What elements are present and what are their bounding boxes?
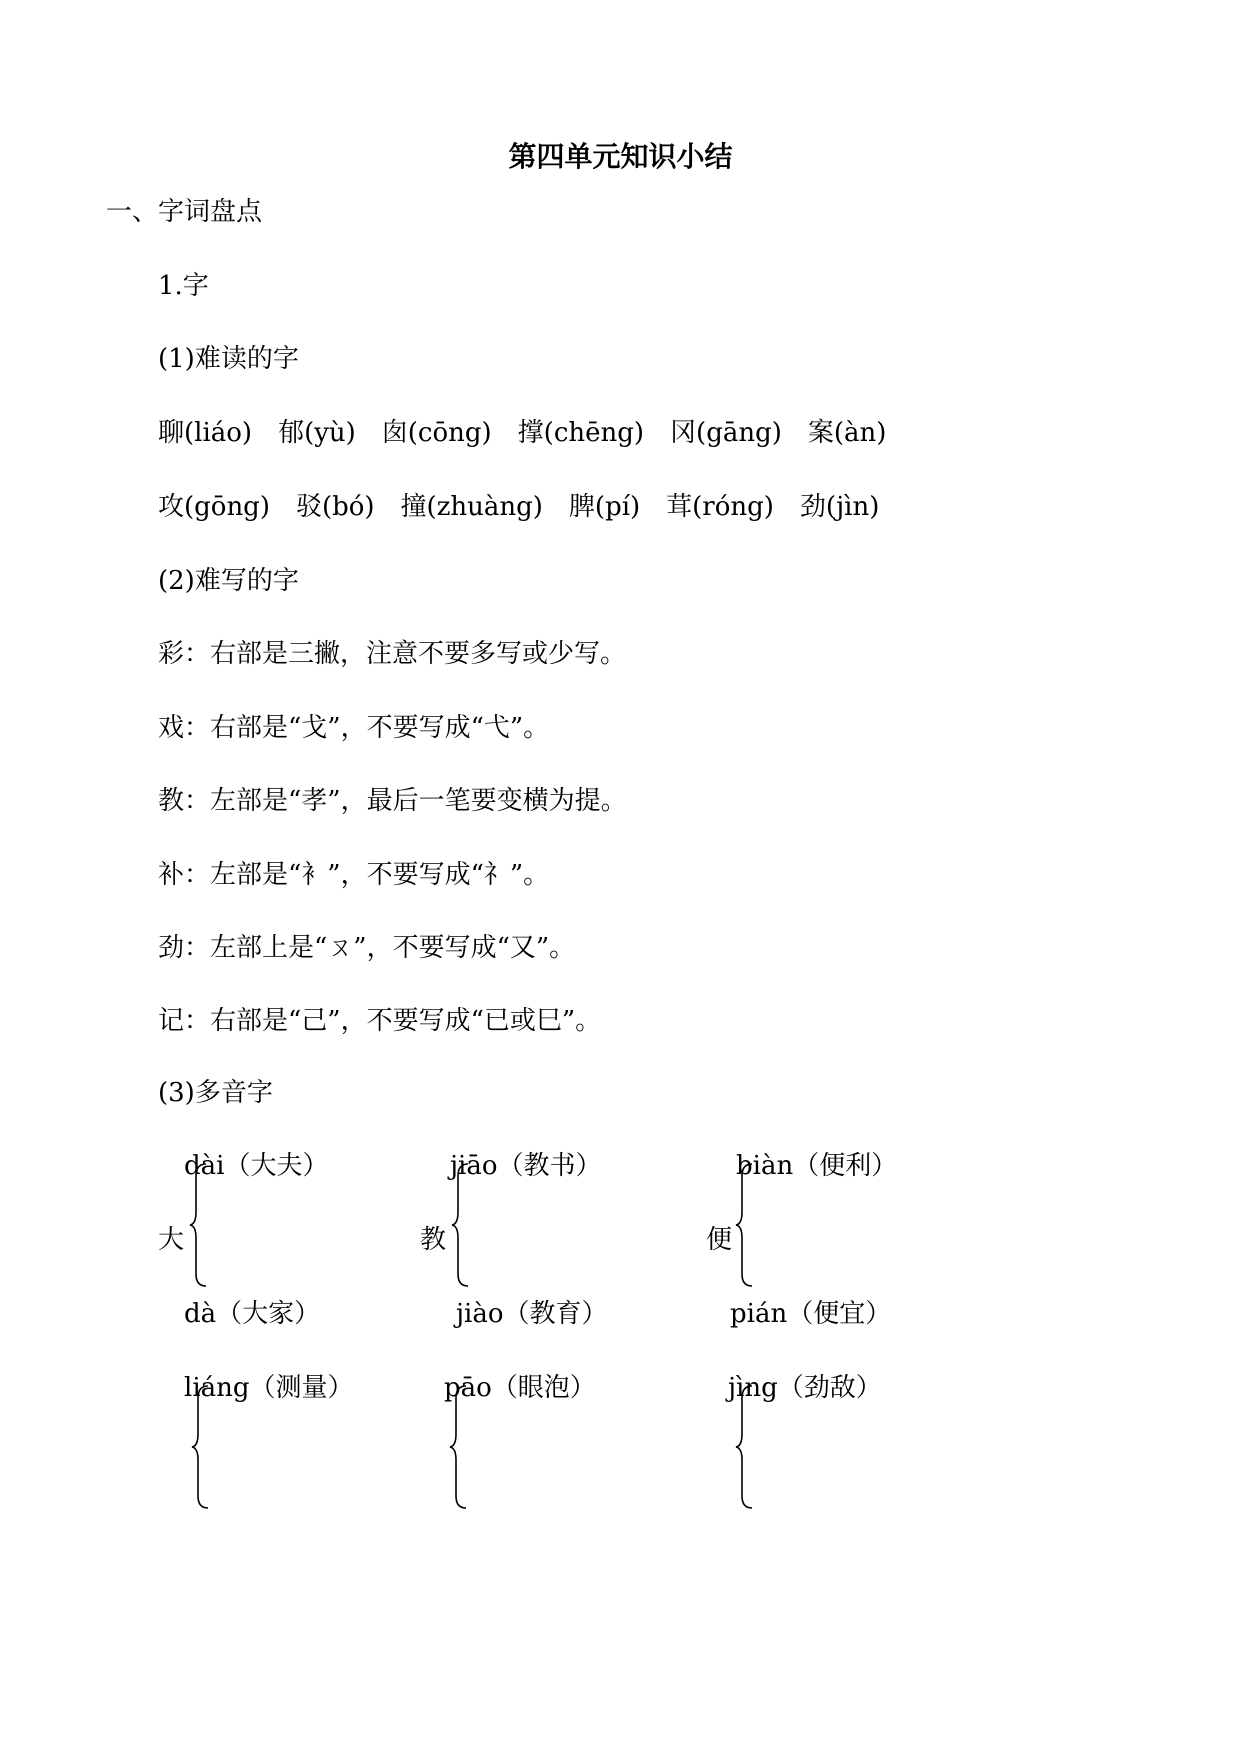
brace-icon <box>448 1384 470 1510</box>
hard-write-item: 彩：右部是三撇，注意不要多写或少写。 <box>158 639 627 669</box>
polyphone-reading-top: pāo（眼泡） <box>444 1373 596 1403</box>
polyphone-reading-top: biàn（便利） <box>736 1151 898 1181</box>
polyphone-reading-top: liáng（测量） <box>184 1373 354 1403</box>
brace-icon <box>734 1384 756 1510</box>
section-heading: 一、字词盘点 <box>106 197 263 227</box>
hard-write-heading: (2)难写的字 <box>158 566 299 596</box>
polyphone-reading-top: jìng（劲敌） <box>728 1373 882 1403</box>
hard-read-row-2: 攻(gōng) 驳(bó) 撞(zhuàng) 脾(pí) 茸(róng) 劲(jìn) <box>158 492 880 522</box>
brace-icon <box>734 1162 756 1288</box>
brace-icon <box>450 1162 472 1288</box>
page-title: 第四单元知识小结 <box>508 140 733 173</box>
hard-write-item: 教：左部是“孝”，最后一笔要变横为提。 <box>158 786 627 816</box>
hard-read-heading: (1)难读的字 <box>158 344 299 374</box>
polyphone-char: 教 <box>420 1225 447 1255</box>
hard-write-item: 记：右部是“己”，不要写成“已或巳”。 <box>158 1006 602 1036</box>
polyphone-char: 便 <box>706 1225 733 1255</box>
polyphone-char: 大 <box>158 1225 185 1255</box>
polyphone-reading-top: jiāo（教书） <box>450 1151 602 1181</box>
brace-icon <box>190 1384 212 1510</box>
polyphone-heading: (3)多音字 <box>158 1078 273 1108</box>
brace-icon <box>188 1162 210 1288</box>
polyphone-reading-top: dài（大夫） <box>184 1151 329 1181</box>
subsection-heading: 1.字 <box>158 271 209 301</box>
polyphone-reading-bottom: jiào（教育） <box>456 1299 608 1329</box>
hard-read-row-1: 聊(liáo) 郁(yù) 囱(cōng) 撑(chēng) 冈(gāng) 案(àn) <box>158 418 887 448</box>
hard-write-item: 劲：左部上是“ㄡ”，不要写成“又”。 <box>158 933 576 963</box>
hard-write-item: 戏：右部是“戈”，不要写成“弋”。 <box>158 713 550 743</box>
polyphone-reading-bottom: pián（便宜） <box>730 1299 892 1329</box>
polyphone-reading-bottom: dà（大家） <box>184 1299 321 1329</box>
hard-write-item: 补：左部是“衤”，不要写成“礻”。 <box>158 860 550 890</box>
